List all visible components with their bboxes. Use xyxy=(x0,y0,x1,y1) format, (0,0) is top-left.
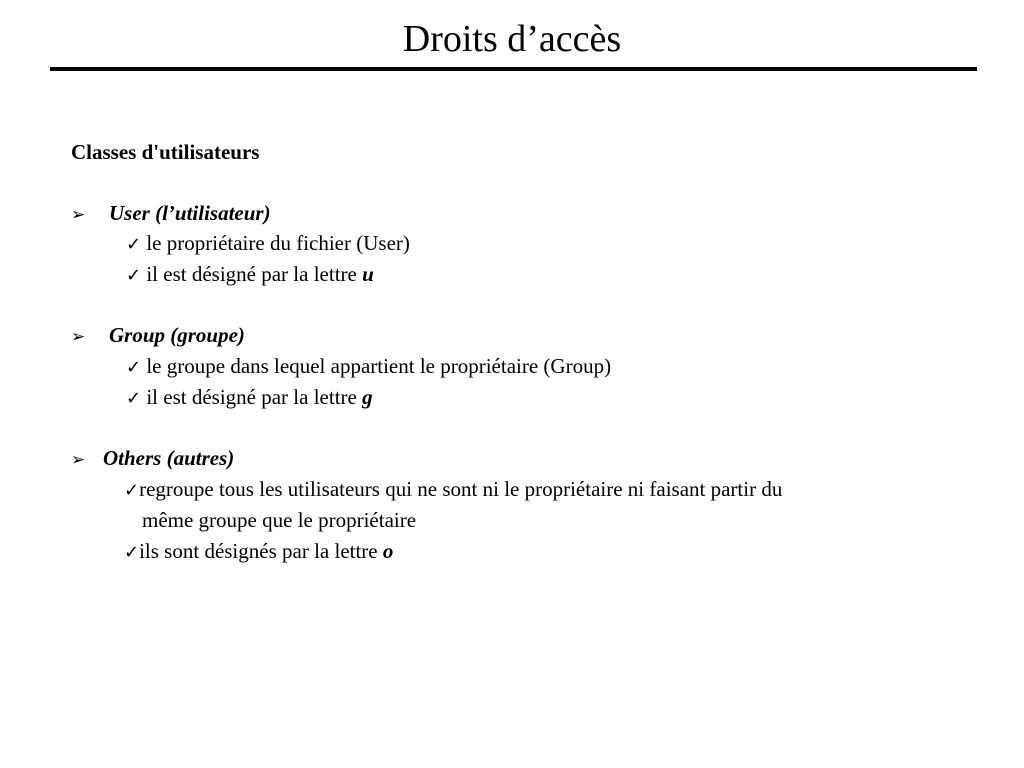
slide-title: Droits d’accès xyxy=(402,18,622,60)
class-label: Others (autres) xyxy=(103,446,235,470)
list-item-text: il est désigné par la lettre xyxy=(146,262,363,286)
list-item xyxy=(126,382,373,414)
checkmark-icon: ✓ xyxy=(126,357,142,378)
class-item-others xyxy=(71,443,234,475)
list-item xyxy=(126,228,410,260)
list-item xyxy=(124,536,393,568)
checkmark-icon: ✓ xyxy=(124,542,140,563)
class-letter: u xyxy=(362,262,374,286)
class-item-user xyxy=(71,198,271,230)
list-item-text: il est désigné par la lettre xyxy=(146,385,363,409)
checkmark-icon: ✓ xyxy=(124,480,140,501)
checkmark-icon: ✓ xyxy=(126,234,142,255)
list-item-text: le groupe dans lequel appartient le propriétaire (Group) xyxy=(146,354,612,378)
arrow-bullet-icon: ➢ xyxy=(71,327,86,347)
class-label: User (l’utilisateur) xyxy=(109,201,271,225)
list-item xyxy=(124,474,782,506)
arrow-bullet-icon: ➢ xyxy=(71,205,86,225)
arrow-bullet-icon: ➢ xyxy=(71,450,86,470)
list-item-text: regroupe tous les utilisateurs qui ne sont ni le propriétaire ni faisant partir du xyxy=(139,477,783,501)
class-label: Group (groupe) xyxy=(109,323,245,347)
class-letter: g xyxy=(362,385,373,409)
checkmark-icon: ✓ xyxy=(126,265,142,286)
checkmark-icon: ✓ xyxy=(126,388,142,409)
list-item-text: ils sont désignés par la lettre xyxy=(139,539,383,563)
class-item-group xyxy=(71,320,245,352)
list-item-text: le propriétaire du fichier (User) xyxy=(146,231,410,255)
list-item xyxy=(126,259,374,291)
list-item xyxy=(126,351,611,383)
section-heading: Classes d'utilisateurs xyxy=(71,140,260,164)
class-letter: o xyxy=(382,539,394,563)
list-item-continuation: même groupe que le propriétaire xyxy=(142,508,417,532)
